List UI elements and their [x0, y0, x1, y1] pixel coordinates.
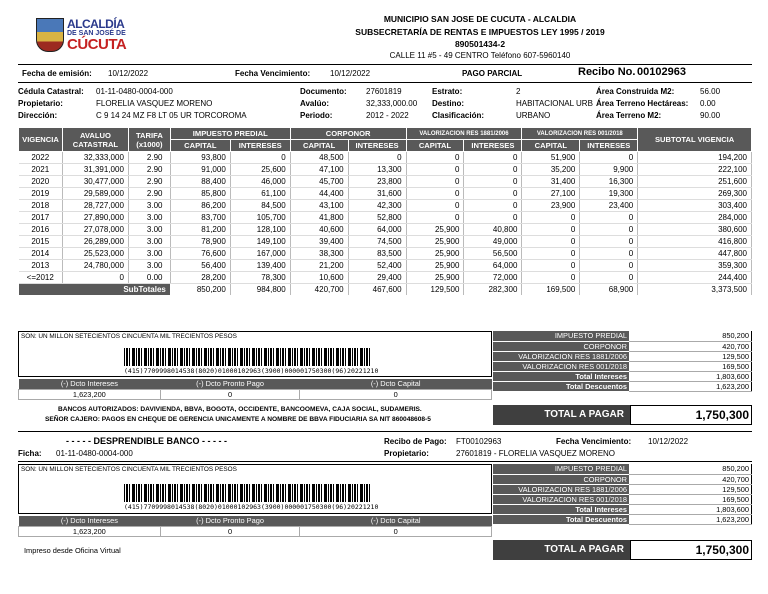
table-cell: 72,000	[464, 272, 522, 284]
table-cell: 0	[464, 152, 522, 164]
propietario-value: FLORELIA VASQUEZ MORENO	[96, 99, 213, 108]
barcode-text: (415)7709998014538(8020)01000102963(3900)000001750300(96)20221210	[124, 367, 379, 375]
summary-label: VALORIZACION RES 001/2018	[493, 494, 629, 504]
table-cell: 3.00	[128, 224, 170, 236]
subtotal-cell: 68,900	[580, 284, 638, 296]
col-intereses: INTERESES	[580, 140, 638, 152]
table-cell: 29,589,000	[62, 188, 128, 200]
resumen-table-2	[493, 464, 752, 525]
table-row	[19, 152, 752, 164]
table-cell: 3.00	[128, 260, 170, 272]
table-cell: 105,700	[230, 212, 290, 224]
subtotal-cell: 169,500	[522, 284, 580, 296]
table-cell: 16,300	[580, 176, 638, 188]
col-tarifa: TARIFA (x1000)	[128, 128, 170, 152]
summary-row	[493, 361, 752, 371]
table-cell: 2.90	[128, 164, 170, 176]
table-cell: 9,900	[580, 164, 638, 176]
table-cell: 42,300	[348, 200, 406, 212]
area-construida-label: Área Construida M2:	[596, 87, 675, 96]
bancos-autorizados: BANCOS AUTORIZADOS: DAVIVIENDA, BBVA, BOGOTA, OCCIDENTE, BANCOOMEVA, CAJA SOCIAL, SUDAMERIS.	[58, 406, 422, 413]
dcto-capital-label: (-) Dcto Capital	[300, 379, 492, 389]
col-intereses: INTERESES	[464, 140, 522, 152]
dcto-pronto-pago-label: (-) Dcto Pronto Pago	[160, 516, 300, 526]
table-cell: 0	[580, 236, 638, 248]
dcto-pronto-pago-value: 0	[160, 526, 300, 536]
table-cell: 64,000	[348, 224, 406, 236]
table-cell: 31,600	[348, 188, 406, 200]
table-cell: 0	[464, 212, 522, 224]
summary-value: 169,500	[629, 494, 752, 504]
table-cell: 74,500	[348, 236, 406, 248]
total-a-pagar-2	[493, 540, 752, 560]
table-cell: 27,078,000	[62, 224, 128, 236]
pago-parcial: PAGO PARCIAL	[462, 69, 523, 78]
col-capital: CAPITAL	[290, 140, 348, 152]
table-cell: 3.00	[128, 200, 170, 212]
summary-label: CORPONOR	[493, 474, 629, 484]
table-cell: 0	[464, 188, 522, 200]
table-cell: 45,700	[290, 176, 348, 188]
table-cell: 86,200	[170, 200, 230, 212]
table-cell: 44,400	[290, 188, 348, 200]
total-value: 1,750,300	[630, 540, 752, 560]
table-row	[19, 212, 752, 224]
table-cell: 359,300	[638, 260, 752, 272]
table-cell: 0	[464, 200, 522, 212]
table-cell: 26,289,000	[62, 236, 128, 248]
table-row	[19, 176, 752, 188]
descuentos-table	[18, 379, 492, 400]
table-cell: 40,800	[464, 224, 522, 236]
dcto-pronto-pago-value: 0	[160, 389, 300, 399]
vigencia-cell: 2020	[19, 176, 63, 188]
table-cell: 28,200	[170, 272, 230, 284]
table-cell: 0	[464, 176, 522, 188]
table-cell: 0	[406, 200, 464, 212]
table-cell: 380,600	[638, 224, 752, 236]
alcaldia-logo	[36, 17, 127, 54]
resumen-table	[493, 331, 752, 392]
table-cell: 46,000	[230, 176, 290, 188]
table-cell: 78,900	[170, 236, 230, 248]
cedula-value: 01-11-0480-0004-000	[96, 87, 173, 96]
area-construida-value: 56.00	[700, 87, 721, 96]
barcode	[124, 348, 370, 366]
table-cell: 51,900	[522, 152, 580, 164]
table-cell: 88,400	[170, 176, 230, 188]
table-cell: 81,200	[170, 224, 230, 236]
header-municipio: MUNICIPIO SAN JOSE DE CUCUTA - ALCALDIA	[383, 14, 577, 24]
vigencia-cell: 2018	[19, 200, 63, 212]
desprendible-title: - - - - - DESPRENDIBLE BANCO - - - - -	[66, 436, 227, 446]
vigencia-cell: <=2012	[19, 272, 63, 284]
dcto-capital-value: 0	[300, 389, 492, 399]
table-row	[19, 164, 752, 176]
table-row	[19, 188, 752, 200]
table-cell: 19,300	[580, 188, 638, 200]
cedula-label: Cédula Catastral:	[18, 87, 84, 96]
desprendible-prop-label: Propietario:	[384, 449, 429, 458]
col-subtotal-vigencia: SUBTOTAL VIGENCIA	[638, 128, 752, 152]
table-cell: 29,400	[348, 272, 406, 284]
direccion-value: C 9 14 24 MZ F8 LT 05 UR TORCOROMA	[96, 111, 247, 120]
vencimiento-label: Fecha Vencimiento:	[235, 69, 311, 78]
area-terreno-label: Área Terreno M2:	[596, 111, 662, 120]
table-cell: 27,100	[522, 188, 580, 200]
vigencia-cell: 2022	[19, 152, 63, 164]
summary-row	[493, 514, 752, 524]
vigencia-cell: 2013	[19, 260, 63, 272]
table-cell: 251,600	[638, 176, 752, 188]
summary-value: 129,500	[629, 484, 752, 494]
subtotal-cell: 467,600	[348, 284, 406, 296]
table-cell: 78,300	[230, 272, 290, 284]
table-cell: 0	[580, 248, 638, 260]
table-cell: 39,400	[290, 236, 348, 248]
summary-row	[493, 484, 752, 494]
dcto-intereses-value: 1,623,200	[19, 526, 161, 536]
summary-row	[493, 341, 752, 351]
header-subsecretaria: SUBSECRETARÍA DE RENTAS E IMPUESTOS LEY 1995 / 2019	[355, 27, 605, 37]
table-cell: 93,800	[170, 152, 230, 164]
table-cell: 0	[580, 152, 638, 164]
avaluo-label: Avalúo:	[300, 99, 330, 108]
summary-value: 420,700	[629, 341, 752, 351]
table-cell: 25,900	[406, 236, 464, 248]
table-cell: 83,700	[170, 212, 230, 224]
estrato-label: Estrato:	[432, 87, 463, 96]
summary-label: VALORIZACION RES 001/2018	[493, 361, 629, 371]
vigencia-cell: 2017	[19, 212, 63, 224]
table-cell: 25,900	[406, 224, 464, 236]
dcto-intereses-value: 1,623,200	[19, 389, 161, 399]
table-cell: 0	[522, 272, 580, 284]
col-valorizacion-1881: VALORIZACION RES 1881/2006	[406, 128, 522, 140]
vencimiento-value: 10/12/2022	[330, 69, 371, 78]
table-cell: 49,000	[464, 236, 522, 248]
summary-value: 1,623,200	[629, 514, 752, 524]
table-cell: 64,000	[464, 260, 522, 272]
total-label: TOTAL A PAGAR	[493, 540, 630, 560]
table-cell: 35,200	[522, 164, 580, 176]
propietario-label: Propietario:	[18, 99, 63, 108]
area-hectareas-label: Área Terreno Hectáreas:	[596, 99, 689, 108]
table-row	[19, 248, 752, 260]
dcto-capital-value: 0	[300, 526, 492, 536]
table-cell: 0	[406, 176, 464, 188]
desprendible-venc-label: Fecha Vencimiento:	[556, 437, 632, 446]
table-row	[19, 236, 752, 248]
area-hectareas-value: 0.00	[700, 99, 716, 108]
table-cell: 25,900	[406, 248, 464, 260]
table-cell: 31,400	[522, 176, 580, 188]
col-impuesto-predial: IMPUESTO PREDIAL	[170, 128, 290, 140]
dcto-capital-label: (-) Dcto Capital	[300, 516, 492, 526]
summary-label: CORPONOR	[493, 341, 629, 351]
recibo-label: Recibo No.	[578, 66, 636, 78]
col-capital: CAPITAL	[170, 140, 230, 152]
table-cell: 0	[522, 260, 580, 272]
son-text-2: SON: UN MILLON SETECIENTOS CINCUENTA MIL TRECIENTOS PESOS	[21, 466, 237, 473]
col-valorizacion-001: VALORIZACION RES 001/2018	[522, 128, 638, 140]
subtotal-cell: 984,800	[230, 284, 290, 296]
table-cell: 83,500	[348, 248, 406, 260]
table-cell: 0	[522, 224, 580, 236]
table-cell: 244,400	[638, 272, 752, 284]
table-cell: 56,400	[170, 260, 230, 272]
table-cell: 23,400	[580, 200, 638, 212]
summary-label: Total Intereses	[493, 504, 629, 514]
logo-line3: CÚCUTA	[67, 36, 127, 53]
table-cell: 2.90	[128, 176, 170, 188]
clasificacion-value: URBANO	[516, 111, 551, 120]
periodo-value: 2012 - 2022	[366, 111, 409, 120]
header-nit: 890501434-2	[454, 39, 506, 49]
table-cell: 0	[580, 260, 638, 272]
summary-value: 169,500	[629, 361, 752, 371]
desprendible-venc-value: 10/12/2022	[648, 437, 689, 446]
table-cell: 24,780,000	[62, 260, 128, 272]
emision-value: 10/12/2022	[108, 69, 149, 78]
subtotal-row	[19, 284, 752, 296]
table-cell: 52,400	[348, 260, 406, 272]
vigencia-cell: 2015	[19, 236, 63, 248]
table-cell: 84,500	[230, 200, 290, 212]
vigencia-cell: 2019	[19, 188, 63, 200]
emision-label: Fecha de emisión:	[22, 69, 92, 78]
table-cell: 167,000	[230, 248, 290, 260]
summary-row	[493, 331, 752, 341]
table-cell: 47,100	[290, 164, 348, 176]
senor-cajero: SEÑOR CAJERO: PAGOS EN CHEQUE DE GERENCIA UNICAMENTE A NOMBRE DE BBVA FIDUCIARIA SA NIT 860048608-5	[45, 416, 431, 423]
summary-value: 129,500	[629, 351, 752, 361]
subtotal-cell: 282,300	[464, 284, 522, 296]
vigencias-table	[18, 127, 752, 296]
col-capital: CAPITAL	[406, 140, 464, 152]
table-cell: 303,400	[638, 200, 752, 212]
table-cell: 447,800	[638, 248, 752, 260]
table-cell: 149,100	[230, 236, 290, 248]
vigencia-cell: 2016	[19, 224, 63, 236]
table-cell: 25,900	[406, 272, 464, 284]
dcto-pronto-pago-label: (-) Dcto Pronto Pago	[160, 379, 300, 389]
table-cell: 27,890,000	[62, 212, 128, 224]
summary-value: 1,623,200	[629, 381, 752, 391]
table-cell: 48,500	[290, 152, 348, 164]
subtotal-label: SubTotales	[19, 284, 171, 296]
summary-row	[493, 371, 752, 381]
col-corponor: CORPONOR	[290, 128, 406, 140]
table-cell: 43,100	[290, 200, 348, 212]
total-value: 1,750,300	[630, 405, 752, 425]
summary-row	[493, 494, 752, 504]
table-cell: 38,300	[290, 248, 348, 260]
col-intereses: INTERESES	[348, 140, 406, 152]
barcode-text-2: (415)7709998014538(8020)01000102963(3900)000001750300(96)20221210	[124, 503, 379, 511]
table-cell: 222,100	[638, 164, 752, 176]
descuentos-table-2	[18, 516, 492, 537]
table-cell: 0	[580, 272, 638, 284]
summary-label: IMPUESTO PREDIAL	[493, 464, 629, 474]
table-cell: 41,800	[290, 212, 348, 224]
summary-value: 1,803,600	[629, 371, 752, 381]
desprendible-prop-value: 27601819 - FLORELIA VASQUEZ MORENO	[456, 449, 616, 458]
table-cell: 3.00	[128, 212, 170, 224]
estrato-value: 2	[516, 87, 521, 96]
documento-value: 27601819	[366, 87, 402, 96]
table-cell: 76,600	[170, 248, 230, 260]
dcto-intereses-label: (-) Dcto Intereses	[19, 379, 161, 389]
table-cell: 0.00	[128, 272, 170, 284]
table-cell: 30,477,000	[62, 176, 128, 188]
ficha-value: 01-11-0480-0004-000	[56, 449, 133, 458]
direccion-label: Dirección:	[18, 111, 58, 120]
table-cell: 2.90	[128, 152, 170, 164]
summary-row	[493, 504, 752, 514]
recibo-number: 00102963	[637, 66, 686, 78]
table-cell: 139,400	[230, 260, 290, 272]
summary-value: 850,200	[629, 464, 752, 474]
area-terreno-value: 90.00	[700, 111, 721, 120]
table-cell: 31,391,000	[62, 164, 128, 176]
periodo-label: Periodo:	[300, 111, 333, 120]
table-cell: 0	[230, 152, 290, 164]
col-intereses: INTERESES	[230, 140, 290, 152]
table-cell: 23,800	[348, 176, 406, 188]
impreso-oficina-virtual: Impreso desde Oficina Virtual	[24, 546, 121, 555]
dcto-intereses-label: (-) Dcto Intereses	[19, 516, 161, 526]
table-cell: 61,100	[230, 188, 290, 200]
col-avaluo: AVALUO CATASTRAL	[62, 128, 128, 152]
summary-label: IMPUESTO PREDIAL	[493, 331, 629, 341]
logo-line2: DE SAN JOSÉ DE	[67, 30, 126, 37]
summary-row	[493, 464, 752, 474]
summary-label: VALORIZACION RES 1881/2006	[493, 484, 629, 494]
destino-label: Destino:	[432, 99, 464, 108]
subtotal-cell: 850,200	[170, 284, 230, 296]
recibo-pago-label: Recibo de Pago:	[384, 437, 447, 446]
summary-row	[493, 351, 752, 361]
table-cell: 25,900	[406, 260, 464, 272]
summary-value: 1,803,600	[629, 504, 752, 514]
summary-value: 850,200	[629, 331, 752, 341]
table-cell: 0	[406, 212, 464, 224]
summary-label: Total Descuentos	[493, 381, 629, 391]
table-cell: 0	[406, 152, 464, 164]
table-cell: 91,000	[170, 164, 230, 176]
table-cell: 0	[522, 248, 580, 260]
table-cell: 0	[406, 188, 464, 200]
table-cell: 52,800	[348, 212, 406, 224]
table-row	[19, 200, 752, 212]
table-cell: 416,800	[638, 236, 752, 248]
table-cell: 3.00	[128, 248, 170, 260]
table-cell: 0	[62, 272, 128, 284]
vigencia-cell: 2021	[19, 164, 63, 176]
col-vigencia: VIGENCIA	[19, 128, 63, 152]
table-row	[19, 224, 752, 236]
table-cell: 284,000	[638, 212, 752, 224]
table-cell: 25,600	[230, 164, 290, 176]
table-cell: 269,300	[638, 188, 752, 200]
table-cell: 32,333,000	[62, 152, 128, 164]
barcode-2	[124, 484, 370, 502]
ficha-label: Ficha:	[18, 449, 42, 458]
table-cell: 13,300	[348, 164, 406, 176]
table-cell: 0	[580, 224, 638, 236]
table-cell: 28,727,000	[62, 200, 128, 212]
table-cell: 128,100	[230, 224, 290, 236]
table-row	[19, 272, 752, 284]
avaluo-value: 32,333,000.00	[366, 99, 418, 108]
clasificacion-label: Clasificación:	[432, 111, 485, 120]
table-cell: 56,500	[464, 248, 522, 260]
table-cell: 2.90	[128, 188, 170, 200]
summary-label: Total Descuentos	[493, 514, 629, 524]
table-cell: 23,900	[522, 200, 580, 212]
subtotal-cell: 129,500	[406, 284, 464, 296]
crest-icon	[36, 18, 64, 52]
table-cell: 0	[406, 164, 464, 176]
subtotal-cell: 420,700	[290, 284, 348, 296]
table-cell: 194,200	[638, 152, 752, 164]
table-cell: 0	[580, 212, 638, 224]
total-a-pagar	[493, 405, 752, 425]
table-cell: 0	[522, 236, 580, 248]
vigencia-cell: 2014	[19, 248, 63, 260]
table-cell: 40,600	[290, 224, 348, 236]
table-cell: 0	[522, 212, 580, 224]
summary-label: VALORIZACION RES 1881/2006	[493, 351, 629, 361]
table-cell: 0	[464, 164, 522, 176]
header-direccion: CALLE 11 #5 - 49 CENTRO Teléfono 607-5960140	[389, 51, 571, 60]
summary-value: 420,700	[629, 474, 752, 484]
summary-label: Total Intereses	[493, 371, 629, 381]
total-label: TOTAL A PAGAR	[493, 405, 630, 425]
col-capital: CAPITAL	[522, 140, 580, 152]
table-cell: 0	[348, 152, 406, 164]
summary-row	[493, 381, 752, 391]
summary-row	[493, 474, 752, 484]
logo-line1: ALCALDÍA	[67, 17, 125, 31]
son-text: SON: UN MILLON SETECIENTOS CINCUENTA MIL TRECIENTOS PESOS	[21, 333, 237, 340]
table-cell: 25,523,000	[62, 248, 128, 260]
table-cell: 10,600	[290, 272, 348, 284]
subtotal-total: 3,373,500	[638, 284, 752, 296]
table-cell: 3.00	[128, 236, 170, 248]
table-cell: 85,800	[170, 188, 230, 200]
table-cell: 21,200	[290, 260, 348, 272]
table-row	[19, 260, 752, 272]
recibo-pago-value: FT00102963	[456, 437, 502, 446]
documento-label: Documento:	[300, 87, 347, 96]
destino-value: HABITACIONAL URB	[516, 99, 593, 108]
